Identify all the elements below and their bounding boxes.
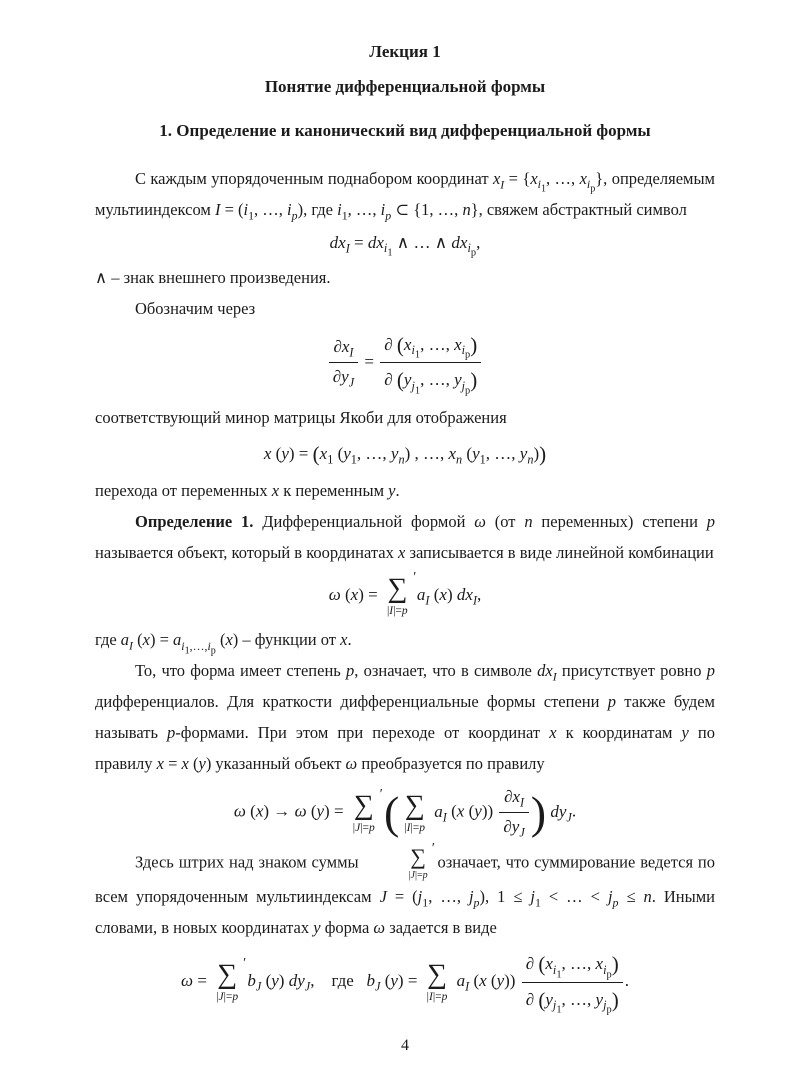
- lecture-subtitle: Понятие дифференциальной формы: [264, 77, 546, 96]
- paragraph-wedge-note: ∧ – знак внешнего произведения.: [95, 267, 331, 287]
- paragraph-jacobi-matrix: соответствующий минор матрицы Якоби для отображения: [95, 407, 507, 427]
- equation-coordinate-mapping: x $(y) = (x_1$ ($y_1$, …, $y_n$) , …, $x_n$ ($y_1$, …, $y_n$)): [263, 441, 547, 467]
- paragraph-denote: Обозначим через: [135, 298, 256, 318]
- page-number: 4: [401, 1037, 409, 1054]
- equation-dx-definition: $dx_I = dx_{i_1}$ ∧ … ∧ $dx_{i_p}$,: [329, 233, 481, 259]
- paragraph-degree-explanation: То, что форма имеет степень p, означает, что в символе $dx_I$ присутствует ровно p дифференциалов. Для краткости дифференциальные формы степени p также будем называть p-формами. При этом при переходе от координат x к координатам y по правилу x = x (y) указанный объект ω преобразуется по правилу: [95, 661, 715, 774]
- equation-jacobian-minor: $\frac{\partial x_I}{\partial y_J}$ = $\frac{\partial (x_{i_1}, \dots, x_{i_p})}{\partial (y_{j_1}, \dots, y_{j_p})}$: [95, 331, 715, 395]
- paragraph-intro: С каждым упорядоченным поднабором координат $x_I = \{x_{i_1}$, …, $x_{i_p}$}, определяемым мультииндексом $I = (i_1$, …, $i_p$), где $i_1$, …, $i_p$ ⊂ {1, …, n}, свяжем абстрактный символ: [95, 169, 715, 223]
- equation-omega-definition: ω (x) = ∑ ′ |I|=p $a_I$ (x) $dx_I$,: [328, 569, 482, 617]
- section-heading: 1. Определение и канонический вид дифференциальной формы: [159, 121, 651, 140]
- paragraph-transition: перехода от переменных x к переменным y.: [95, 480, 400, 500]
- paragraph-definition-1: Определение 1. Дифференциальной формой ω (от n переменных) степени p называется объект, который в координатах x записывается в виде линейной комбинации: [95, 511, 715, 562]
- equation-new-coordinates: ω = ∑ ′ |J|=p $b_J$ (y) $dy_J$, где $b_J$ (y) = ∑ |I|=p $a_I$ (x (y)) $\frac{\partial (x_{i_1}, \dots, x_{i_p})}{\partial (y_{j_1}, \dots, y_{j_p})}$ .: [181, 952, 629, 1016]
- paragraph-coefficients: где $a_I$ $(x) = a_{i_1,\dots,i_p}$ (x) – функции от x.: [95, 630, 352, 657]
- lecture-title: Лекция 1: [369, 42, 441, 61]
- equation-transformation-rule: ω (x) → ω (y) = ∑ ′ |J|=p ( ∑ |I|=p $a_I$ (x (y)) $\frac{\partial x_I}{\partial y_J}$ ) $dy_J$.: [233, 786, 577, 840]
- paragraph-prime-note: Здесь штрих над знаком суммы ∑ ′ |J|=p означает, что суммирование ведется по всем упорядоченным мультииндексам $J = (j_1$, …, $j_p$), $1 \le j_1$ < … < $j_p \le n$. Иными словами, в новых координатах y форма ω задается в виде: [95, 841, 715, 938]
